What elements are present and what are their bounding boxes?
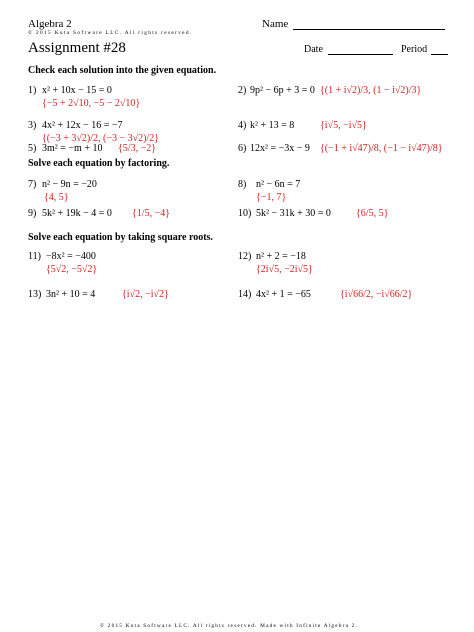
section-heading: Solve each equation by factoring.	[28, 158, 170, 169]
name-blank[interactable]	[293, 29, 445, 30]
problem-number: 12)	[238, 251, 252, 262]
problem-number: 6)	[238, 143, 247, 154]
footer-copyright: © 2015 Kuta Software LLC. All rights reserved. Made with Infinite Algebra 2.	[100, 623, 359, 629]
problem-number: 3)	[28, 120, 37, 131]
problem-answer: {1/5, −4}	[132, 208, 171, 219]
problem-equation: 4x² + 12x − 16 = −7	[42, 120, 123, 131]
problem-answer: {(−3 + 3√2)/2, (−3 − 3√2)/2}	[42, 133, 160, 144]
problem-answer: {2i√5, −2i√5}	[256, 264, 313, 275]
problem-number: 11)	[28, 251, 41, 262]
period-label: Period	[401, 44, 428, 55]
problem-answer: {4, 5}	[44, 192, 69, 203]
problem-equation: 5k² + 19k − 4 = 0	[42, 208, 112, 219]
date-blank[interactable]	[328, 54, 393, 55]
section-heading: Check each solution into the given equation.	[28, 65, 217, 76]
period-blank[interactable]	[431, 54, 448, 55]
assignment-title: Assignment #28	[28, 40, 126, 56]
problem-equation: n² − 6n = 7	[256, 179, 301, 190]
problem-equation: n² + 2 = −18	[256, 251, 306, 262]
problem-equation: x² + 10x − 15 = 0	[42, 85, 112, 96]
problem-answer: {−5 + 2√10, −5 − 2√10}	[42, 98, 141, 109]
problem-number: 9)	[28, 208, 37, 219]
problem-answer: {−1, 7}	[256, 192, 287, 203]
problem-equation: k² + 13 = 8	[250, 120, 295, 131]
problem-answer: {i√5, −i√5}	[320, 120, 367, 131]
problem-answer: {i√2, −i√2}	[122, 289, 169, 300]
problem-number: 10)	[238, 208, 252, 219]
problem-answer: {(1 + i√2)/3, (1 − i√2)/3}	[320, 85, 422, 96]
problem-equation: 3m² = −m + 10	[42, 143, 103, 154]
problem-equation: −8x² = −400	[46, 251, 96, 262]
problem-number: 7)	[28, 179, 37, 190]
problem-equation: 4x² + 1 = −65	[256, 289, 311, 300]
problem-number: 13)	[28, 289, 42, 300]
problem-number: 1)	[28, 85, 37, 96]
date-label: Date	[304, 44, 323, 55]
name-label: Name	[262, 18, 289, 30]
course-name: Algebra 2	[28, 18, 72, 30]
problem-equation: 5k² − 31k + 30 = 0	[256, 208, 331, 219]
problem-number: 5)	[28, 143, 37, 154]
copyright-header: © 2015 Kuta Software LLC. All rights reserved.	[28, 30, 193, 36]
problem-equation: 9p² − 6p + 3 = 0	[250, 85, 315, 96]
problem-number: 4)	[238, 120, 247, 131]
problem-equation: n² − 9n = −20	[42, 179, 97, 190]
problem-answer: {i√66/2, −i√66/2}	[340, 289, 413, 300]
problem-number: 2)	[238, 85, 247, 96]
problem-answer: {(−1 + i√47)/8, (−1 − i√47)/8}	[320, 143, 443, 154]
problem-equation: 12x² = −3x − 9	[250, 143, 310, 154]
problem-answer: {6/5, 5}	[356, 208, 389, 219]
problem-answer: {5√2, −5√2}	[46, 264, 98, 275]
problem-equation: 3n² + 10 = 4	[46, 289, 96, 300]
problem-number: 14)	[238, 289, 252, 300]
problem-number: 8)	[238, 179, 247, 190]
section-heading: Solve each equation by taking square roots.	[28, 232, 213, 243]
problem-answer: {5/3, −2}	[118, 143, 157, 154]
